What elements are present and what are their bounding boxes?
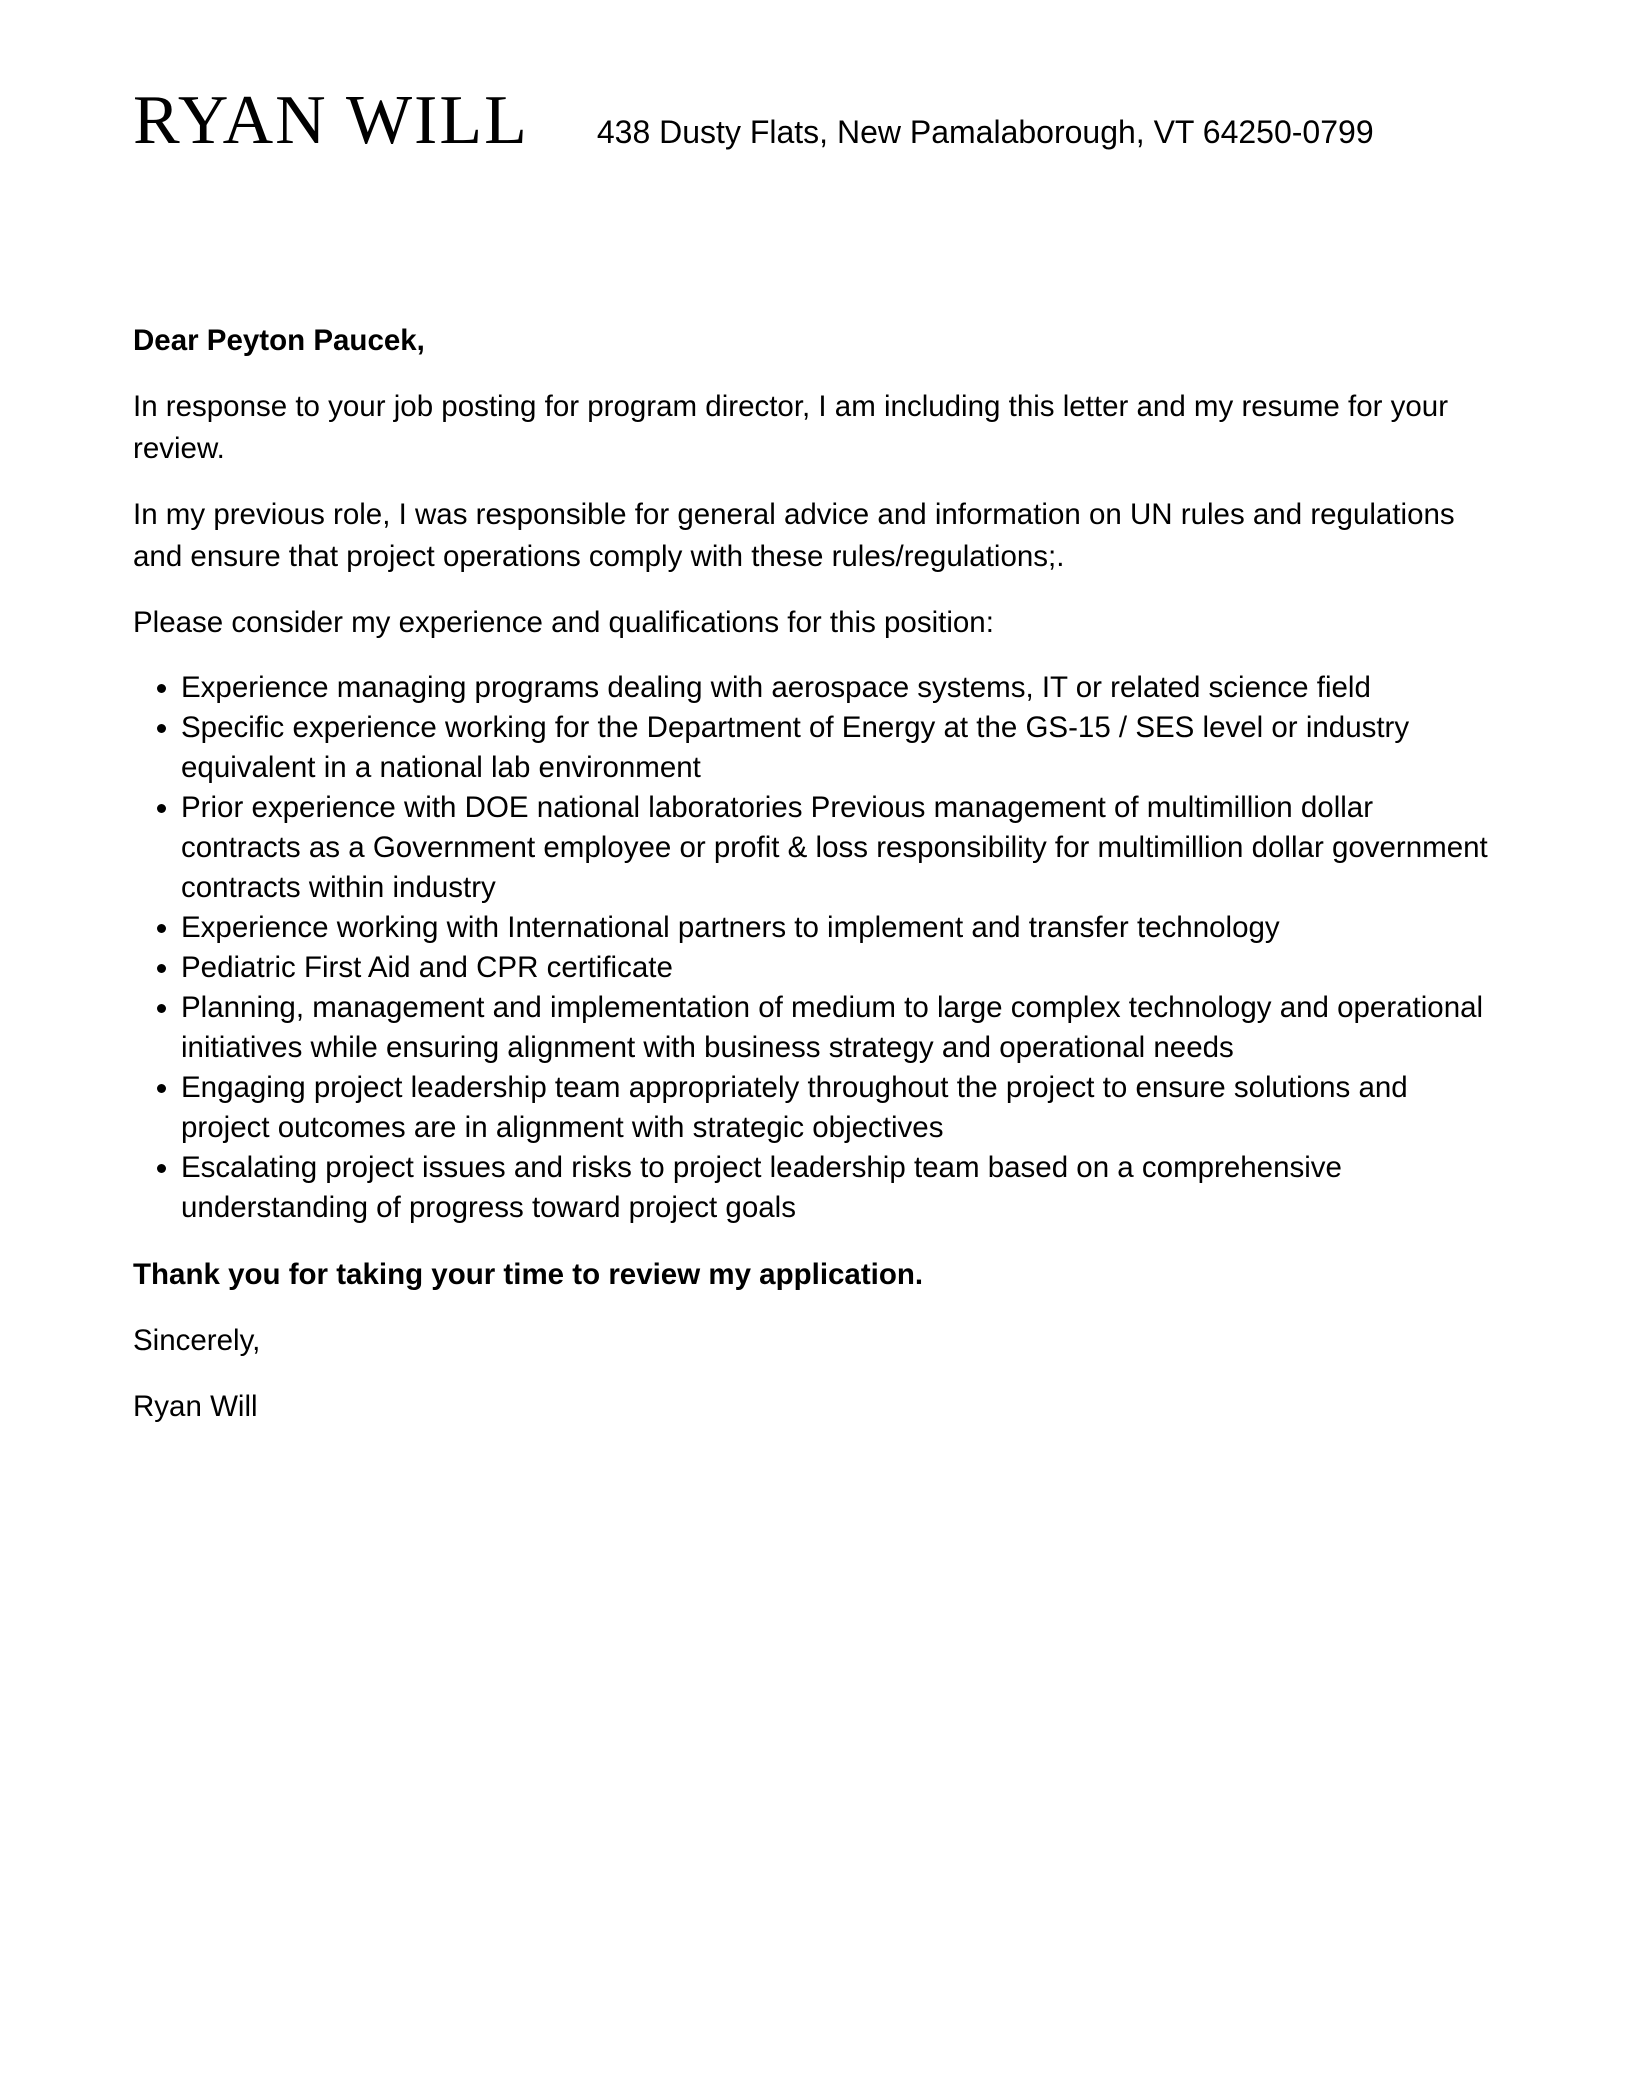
qualifications-list — [133, 668, 1493, 1228]
signature: Ryan Will — [133, 1390, 258, 1423]
qualification-item: • Experience working with International partners to implement and transfer technology — [181, 908, 1493, 948]
intro-paragraph: In response to your job posting for program director, I am including this letter and my resume for your review. — [133, 390, 1449, 465]
signoff: Sincerely, — [133, 1324, 261, 1357]
qualification-item: • Engaging project leadership team appropriately throughout the project to ensure solutions and project outcomes are in alignment with strategic objectives — [181, 1068, 1493, 1148]
closing-thanks: Thank you for taking your time to review my application. — [133, 1258, 924, 1291]
qualification-item: • Experience managing programs dealing with aerospace systems, IT or related science field — [181, 668, 1493, 708]
letterhead — [133, 82, 1374, 159]
applicant-name: RYAN WILL — [133, 82, 529, 159]
letter-body — [133, 320, 1493, 1452]
greeting: Dear Peyton Paucek, — [133, 324, 425, 357]
qualification-item: • Planning, management and implementation of medium to large complex technology and operational initiatives while ensuring alignment with business strategy and operational needs — [181, 988, 1493, 1068]
qualifications-lead-in: Please consider my experience and qualifications for this position: — [133, 606, 994, 639]
qualification-item: • Escalating project issues and risks to project leadership team based on a comprehensive understanding of progress toward project goals — [181, 1148, 1493, 1228]
qualification-item: • Specific experience working for the Department of Energy at the GS-15 / SES level or industry equivalent in a national lab environment — [181, 708, 1493, 788]
previous-role-paragraph: In my previous role, I was responsible for general advice and information on UN rules and regulations and ensure that project operations comply with these rules/regulations;. — [133, 498, 1455, 573]
qualification-item: • Pediatric First Aid and CPR certificate — [181, 948, 1493, 988]
applicant-address: 438 Dusty Flats, New Pamalaborough, VT 64250-0799 — [596, 114, 1374, 150]
qualification-item: • Prior experience with DOE national laboratories Previous management of multimillion dollar contracts as a Government employee or profit & loss responsibility for multimillion dollar government contracts within industry — [181, 788, 1493, 908]
